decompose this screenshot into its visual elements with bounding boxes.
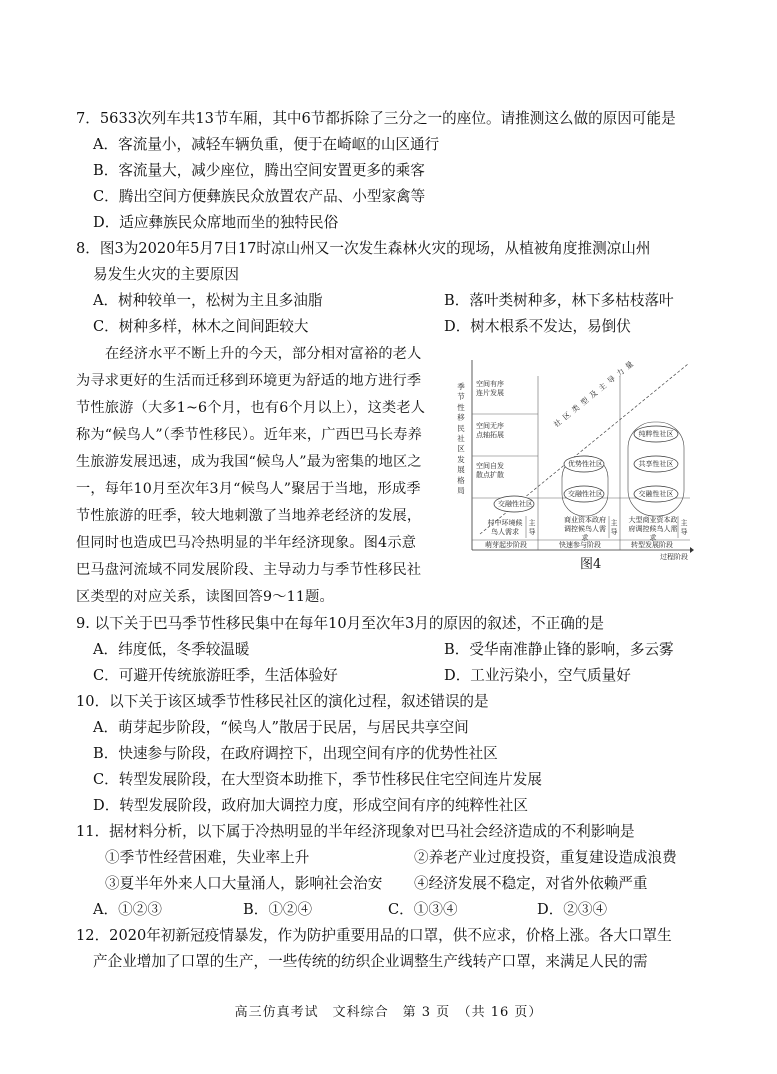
question-8-option-b: B．落叶类树种多，林下多枯枝落叶: [444, 292, 674, 309]
question-9-option-a: A．纬度低，冬季较温暖: [93, 641, 250, 658]
question-10-option-b: B．快速参与阶段，在政府调控下，出现空间有序的优势性社区: [93, 745, 498, 762]
question-7-stem: 7．5633次列车共13节车厢，其中6节都拆除了三分之一的座位。请推测这么做的原因可能是: [76, 110, 676, 127]
question-11-item-1: ①季节性经营困难，失业率上升: [105, 849, 310, 866]
passage-line-5: 生旅游发展迅速，成为我国“候鸟人”最为密集的地区之: [76, 454, 422, 470]
question-11-option-d: D．②③④: [537, 901, 608, 918]
question-8-option-a: A．树种较单一，松树为主且多油脂: [93, 292, 323, 309]
passage-line-7: 节性旅游的旺季，较大地刺激了当地养老经济的发展，: [76, 508, 422, 524]
question-11-option-a: A．①②③: [93, 901, 162, 918]
question-8-stem-cont: 易发生火灾的主要原因: [93, 266, 239, 283]
question-7-option-a: A．客流量小，减轻车辆负重，便于在崎岖的山区通行: [93, 136, 440, 153]
figure-community-s2-b: 交融性社区: [568, 490, 603, 498]
question-11-item-2: ②养老产业过度投资，重复建设造成浪费: [414, 849, 677, 866]
figure-community-s3-a: 纯粹性社区: [638, 430, 674, 438]
question-11-item-3: ③夏半年外来人口大量涌人，影响社会治安: [105, 875, 383, 892]
question-10-option-d: D．转型发展阶段，政府加大调控力度，形成空间有序的纯粹性社区: [93, 797, 528, 814]
question-12-stem-cont: 产企业增加了口罩的生产，一些传统的纺织企业调整生产线转产口罩，来满足人民的需: [93, 953, 648, 970]
passage-line-6: 一，每年10月至次年3月“候鸟人”聚居于当地，形成季: [76, 481, 421, 497]
figure-stage-1: 萌芽起步阶段: [485, 541, 527, 549]
question-12-stem: 12．2020年初新冠疫情暴发，作为防护重要用品的口罩，供不应求，价格上涨。各大口罩生: [76, 927, 672, 944]
passage-line-1: 在经济水平不断上升的今天，部分相对富裕的老人: [105, 346, 422, 362]
question-10-option-a: A．萌芽起步阶段，“候鸟人”散居于民居，与居民共享空间: [93, 719, 469, 736]
passage-line-3: 节性旅游（大多1~6个月，也有6个月以上），这类老人: [76, 400, 426, 416]
passage-line-8: 但同时也造成巴马冷热明显的半年经济现象。图4示意: [76, 535, 417, 551]
figure-community-s3-c: 交融性社区: [638, 490, 674, 498]
figure-community-s3-b: 共享性社区: [638, 460, 674, 468]
figure-x-axis-label: 过程阶段: [660, 553, 688, 561]
question-9-stem: 9. 以下关于巴马季节性移民集中在每年10月至次年3月的原因的叙述，不正确的是: [76, 615, 605, 632]
question-10-stem: 10．以下关于该区域季节性移民社区的演化过程，叙述错误的是: [76, 693, 489, 710]
question-11-option-c: C．①③④: [388, 901, 458, 918]
question-9-option-d: D．工业污染小，空气质量好: [444, 667, 631, 684]
figure-driver-s1: 村中环境候鸟人需求: [487, 519, 523, 536]
question-11-stem: 11．据材料分析，以下属于冷热明显的半年经济现象对巴马社会经济造成的不利影响是: [76, 823, 635, 840]
figure-box-ordered: 空间有序连片发展: [476, 380, 504, 397]
question-7-option-c: C．腾出空间方便彝族民众放置农产品、小型家禽等: [93, 188, 426, 205]
figure-driver-tag-3: 主导: [680, 519, 688, 536]
page-footer: 高三仿真考试 文科综合 第 3 页 （共 16 页）: [234, 1005, 543, 1020]
figure-4-caption: 图4: [580, 557, 602, 572]
passage-line-4: 称为“候鸟人”（季节性移民）。近年来，广西巴马长寿养: [76, 427, 423, 443]
figure-community-s2-a: 优势性社区: [568, 460, 603, 468]
passage-line-10: 区类型的对应关系，读图回答9～11题。: [76, 589, 334, 605]
question-8-option-c: C．树种多样，林木之间间距较大: [93, 318, 309, 335]
question-11-item-4: ④经济发展不稳定，对省外依赖严重: [414, 875, 648, 892]
figure-box-spontaneous: 空间自发散点扩散: [476, 462, 504, 479]
figure-driver-s3: 大型商业资本政府调控候鸟人需求: [628, 516, 678, 542]
question-7-option-b: B．客流量大，减少座位，腾出空间安置更多的乘客: [93, 162, 425, 179]
passage-line-2: 为寻求更好的生活而迁移到环境更为舒适的地方进行季: [76, 373, 422, 389]
figure-driver-tag-1: 主导: [528, 519, 536, 536]
passage-line-9: 巴马盘河流域不同发展阶段、主导动力与季节性移民社: [76, 562, 422, 578]
figure-stage-2: 快速参与阶段: [559, 541, 601, 549]
question-11-option-b: B．①②④: [243, 901, 313, 918]
figure-4-diagram: [452, 356, 694, 564]
question-9-option-c: C．可避开传统旅游旺季，生活体验好: [93, 667, 338, 684]
figure-diagonal-label: 社区类型及主导力量: [552, 356, 639, 429]
figure-community-s1: 交融性社区: [498, 500, 533, 508]
question-10-option-c: C．转型发展阶段，在大型资本助推下，季节性移民住宅空间连片发展: [93, 771, 542, 788]
figure-driver-s2: 商业资本政府调控候鸟人需求: [564, 516, 606, 542]
figure-stage-3: 转型发展阶段: [631, 541, 673, 549]
figure-driver-tag-2: 主导: [610, 519, 618, 536]
question-8-option-d: D．树木根系不发达，易倒伏: [444, 318, 631, 335]
figure-box-disordered: 空间无序点轴拓展: [476, 422, 504, 439]
figure-y-axis-label: 季节性移民社区发展格局: [457, 382, 465, 496]
question-7-option-d: D．适应彝族民众席地而坐的独特民俗: [93, 214, 339, 231]
question-9-option-b: B．受华南准静止锋的影响，多云雾: [444, 641, 674, 658]
question-8-stem: 8．图3为2020年5月7日17时凉山州又一次发生森林火灾的现场，从植被角度推测凉山州: [76, 240, 651, 257]
